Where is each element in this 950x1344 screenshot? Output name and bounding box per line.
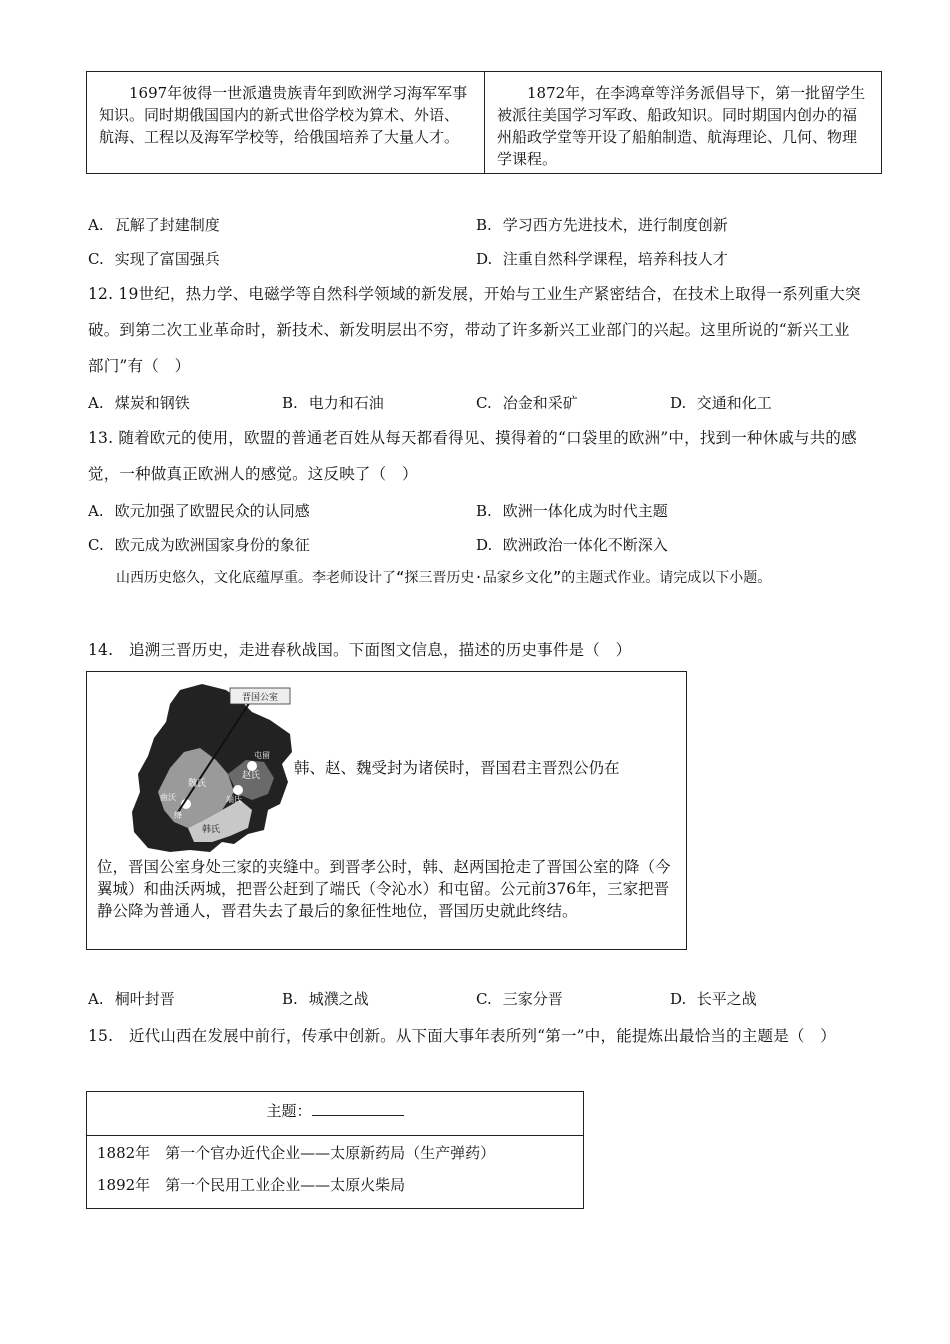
map-label-gongshi: 晋国公室 — [241, 693, 279, 703]
q15-stem: 15. 近代山西在发展中前行，传承中创新。从下面大事年表所列“第一”中，能提炼出最恰当的主题是（ ） — [88, 1027, 837, 1045]
table-cell-russia: 1697年彼得一世派遣贵族青年到欧洲学习海军军事知识。同时期俄国国内的新式世俗学校为算术、外语、航海、工程以及海军学校等，给俄国培养了大量人才。 — [87, 72, 485, 173]
shanxi-jin-map — [130, 682, 293, 854]
table-cell-china: 1872年，在李鸿章等洋务派倡导下，第一批留学生被派往美国学习军政、船政知识。同时期国内创办的福州船政学堂等开设了船舶制造、航海理论、几何、物理学课程。 — [497, 84, 866, 168]
q11-option-b[interactable]: B. 学习西方先进技术，进行制度创新 — [476, 216, 728, 234]
q12-option-d[interactable]: D. 交通和化工 — [670, 394, 772, 412]
q12-option-c[interactable]: C. 冶金和采矿 — [476, 394, 578, 412]
map-label-tunliu: 屯留 — [254, 751, 270, 760]
section-intro: 山西历史悠久，文化底蕴厚重。李老师设计了“探三晋历史·品家乡文化”的主题式作业。请完成以下小题。 — [116, 570, 772, 586]
map-label-wei: 魏氏 — [188, 779, 207, 789]
map-label-duanshi: 端氏 — [226, 795, 242, 804]
q15-row-1892: 1892年 第一个民用工业企业——太原火柴局 — [97, 1176, 406, 1194]
map-label-jiang: 绛 — [174, 811, 182, 820]
theme-blank[interactable] — [312, 1101, 404, 1116]
q13-option-c[interactable]: C. 欧元成为欧洲国家身份的象征 — [88, 536, 310, 554]
q14-text-right: 韩、赵、魏受封为诸侯时，晋国君主晋烈公仍在 — [294, 759, 620, 777]
q14-option-b[interactable]: B. 城濮之战 — [282, 990, 369, 1008]
q11-option-a[interactable]: A. 瓦解了封建制度 — [88, 216, 220, 234]
map-marker-duanshi — [233, 785, 243, 795]
q15-row-1882: 1882年 第一个官办近代企业——太原新药局（生产弹药） — [97, 1144, 496, 1162]
q13-option-a[interactable]: A. 欧元加强了欧盟民众的认同感 — [88, 502, 310, 520]
q13-option-b[interactable]: B. 欧洲一体化成为时代主题 — [476, 502, 668, 520]
q13-option-d[interactable]: D. 欧洲政治一体化不断深入 — [476, 536, 668, 554]
map-label-han: 韩氏 — [202, 825, 221, 835]
q14-option-a[interactable]: A. 桐叶封晋 — [88, 990, 175, 1008]
q11-option-d[interactable]: D. 注重自然科学课程，培养科技人才 — [476, 250, 728, 268]
q12-option-a[interactable]: A. 煤炭和钢铁 — [88, 394, 190, 412]
q15-theme-row: 主题： — [87, 1092, 583, 1136]
q14-option-d[interactable]: D. 长平之战 — [670, 990, 757, 1008]
map-label-quwo: 曲沃 — [160, 793, 176, 802]
q12-option-b[interactable]: B. 电力和石油 — [282, 394, 384, 412]
q11-option-c[interactable]: C. 实现了富国强兵 — [88, 250, 220, 268]
q15-timeline-table — [86, 1091, 584, 1209]
q14-option-c[interactable]: C. 三家分晋 — [476, 990, 563, 1008]
map-label-zhao: 赵氏 — [242, 771, 261, 781]
comparison-table — [86, 71, 882, 174]
q12-stem: 12. 19世纪，热力学、电磁学等自然科学领域的新发展，开始与工业生产紧密结合，在技术上取得一系列重大突破。到第二次工业革命时，新技术、新发明层出不穷，带动了许多新兴工业部门的兴起。这里所说的“新兴工业部门”有（ ） — [88, 285, 861, 375]
q13-stem: 13. 随着欧元的使用，欧盟的普通老百姓从每天都看得见、摸得着的“口袋里的欧洲”中，找到一种休戚与共的感觉，一种做真正欧洲人的感觉。这反映了（ ） — [88, 429, 857, 483]
map-marker-tunliu — [247, 761, 257, 771]
q14-text-below: 位，晋国公室身处三家的夹缝中。到晋孝公时，韩、赵两国抢走了晋国公室的降（今翼城）和曲沃两城，把晋公赶到了端氏（令沁水）和屯留。公元前376年，三家把晋静公降为普通人，晋君失去了最后的象征性地位，晋国历史就此终结。 — [97, 858, 671, 920]
q14-stem: 14. 追溯三晋历史，走进春秋战国。下面图文信息，描述的历史事件是（ ） — [88, 641, 632, 659]
